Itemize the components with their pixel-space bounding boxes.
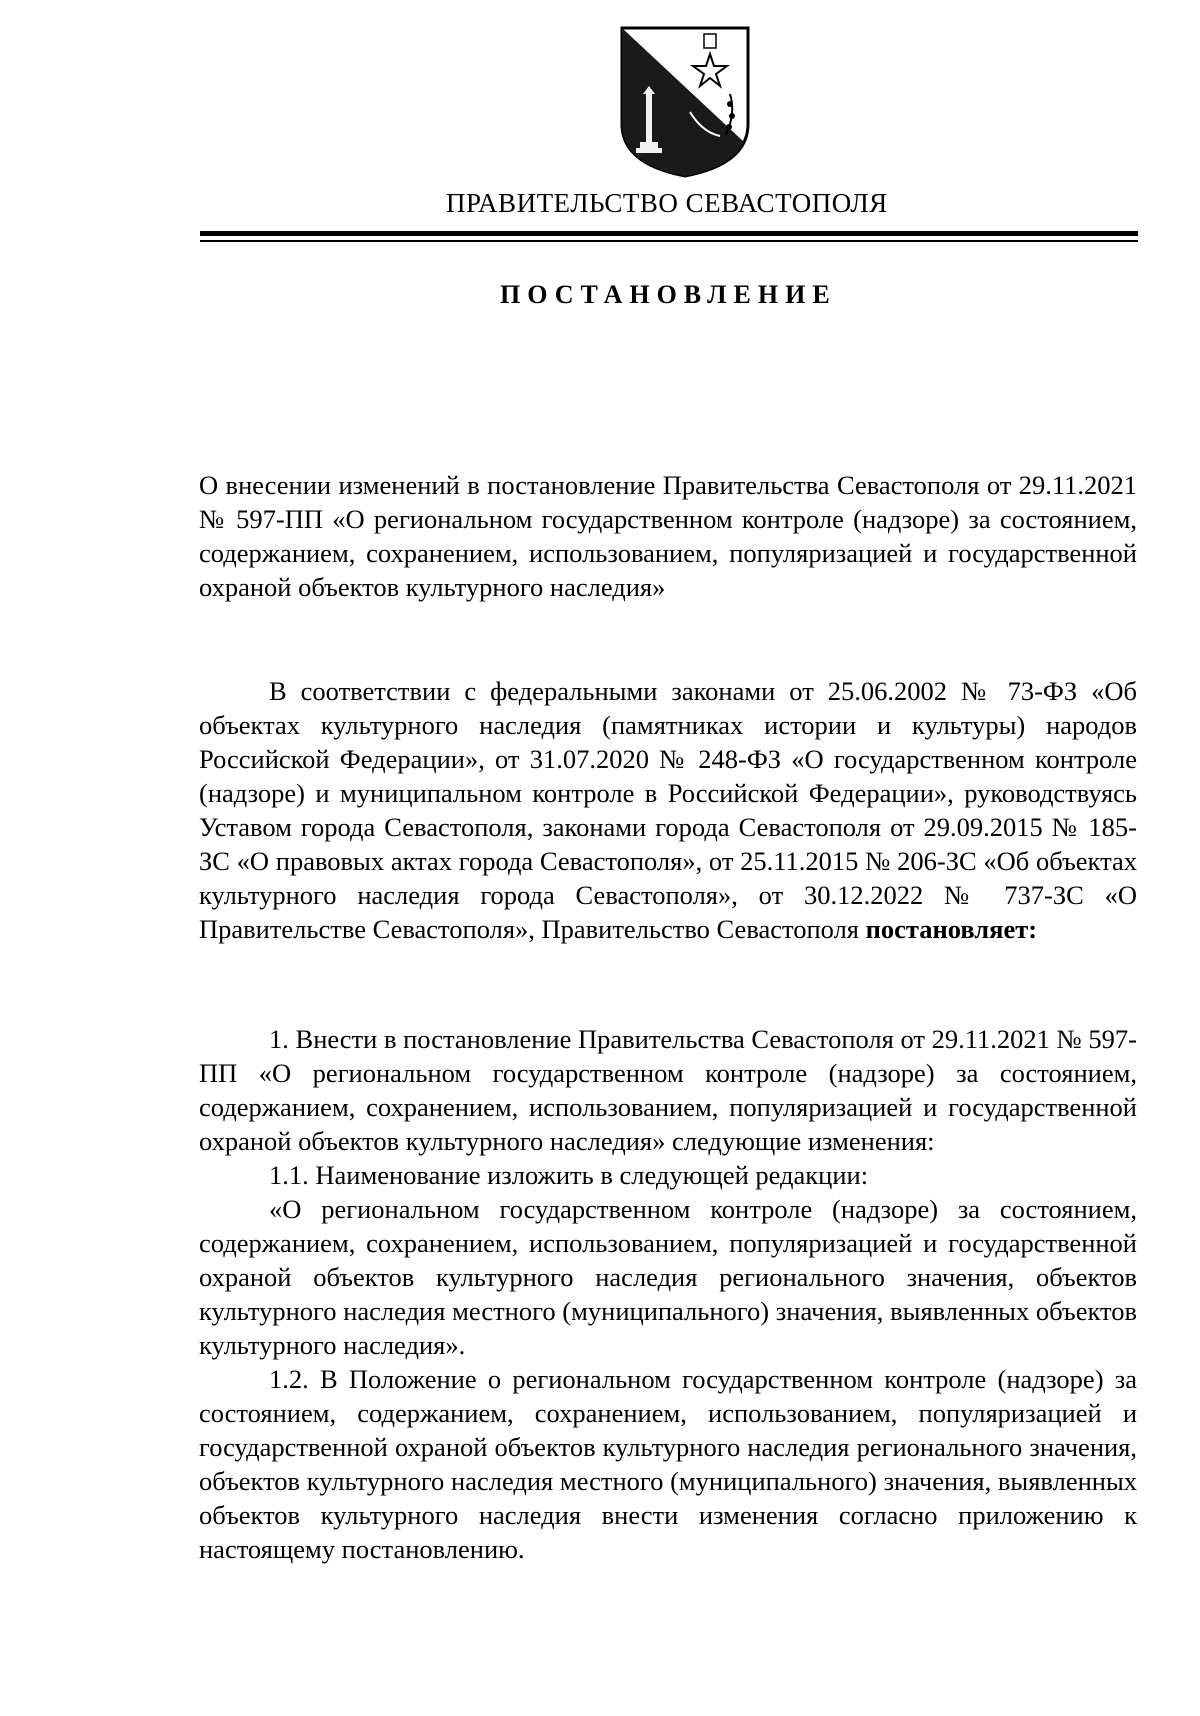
preamble-resolves: постановляет:	[865, 914, 1038, 944]
organization-name: ПРАВИТЕЛЬСТВО СЕВАСТОПОЛЯ	[446, 188, 888, 218]
document-type: ПОСТАНОВЛЕНИЕ	[500, 280, 837, 309]
preamble	[199, 674, 1137, 946]
header-rule-thin	[200, 240, 1138, 242]
coat-of-arms-icon	[618, 24, 752, 178]
item-1-2: 1.2. В Положение о региональном государственном контроле (надзоре) за состоянием, содержанием, сохранением, использованием, популяризацией и государственной охраной объектов культурного наследия регионального значения, объектов культурного наследия местного (муниципального) значения, выявленных объектов культурного наследия внести изменения согласно приложению к настоящему постановлению.	[199, 1364, 1137, 1564]
item-1: 1. Внести в постановление Правительства Севастополя от 29.11.2021 № 597-ПП «О региональном государственном контроле (надзоре) за состоянием, содержанием, сохранением, использованием, популяризацией и государственной охраной объектов культурного наследия» следующие изменения:	[199, 1024, 1137, 1156]
document-title: О внесении изменений в постановление Правительства Севастополя от 29.11.2021 № 597-ПП «О региональном государственном контроле (надзоре) за состоянием, содержанием, сохранением, использованием, популяризацией и государственной охраной объектов культурного наследия»	[199, 470, 1137, 602]
item-1-1: 1.1. Наименование изложить в следующей редакции:	[269, 1160, 869, 1190]
preamble-text: В соответствии с федеральными законами от 25.06.2002 № 73-ФЗ «Об объектах культурного наследия (памятниках истории и культуры) народов Российской Федерации», от 31.07.2020 № 248-ФЗ «О государственном контроле (надзоре) и муниципальном контроле в Российской Федерации», руководствуясь Уставом города Севастополя, законами города Севастополя от 29.09.2015 № 185-ЗС «О правовых актах города Севастополя», от 25.11.2015 № 206-ЗС «Об объектах культурного наследия города Севастополя», от 30.12.2022 № 737-ЗС «О Правительстве Севастополя», Правительство Севастополя	[199, 676, 1137, 944]
header-rule-thick	[200, 231, 1138, 236]
resolution-items	[199, 1022, 1137, 1566]
item-1-1-quote: «О региональном государственном контроле (надзоре) за состоянием, содержанием, сохранением, использованием, популяризацией и государственной охраной объектов культурного наследия регионального значения, объектов культурного наследия местного (муниципального) значения, выявленных объектов культурного наследия».	[199, 1194, 1137, 1360]
